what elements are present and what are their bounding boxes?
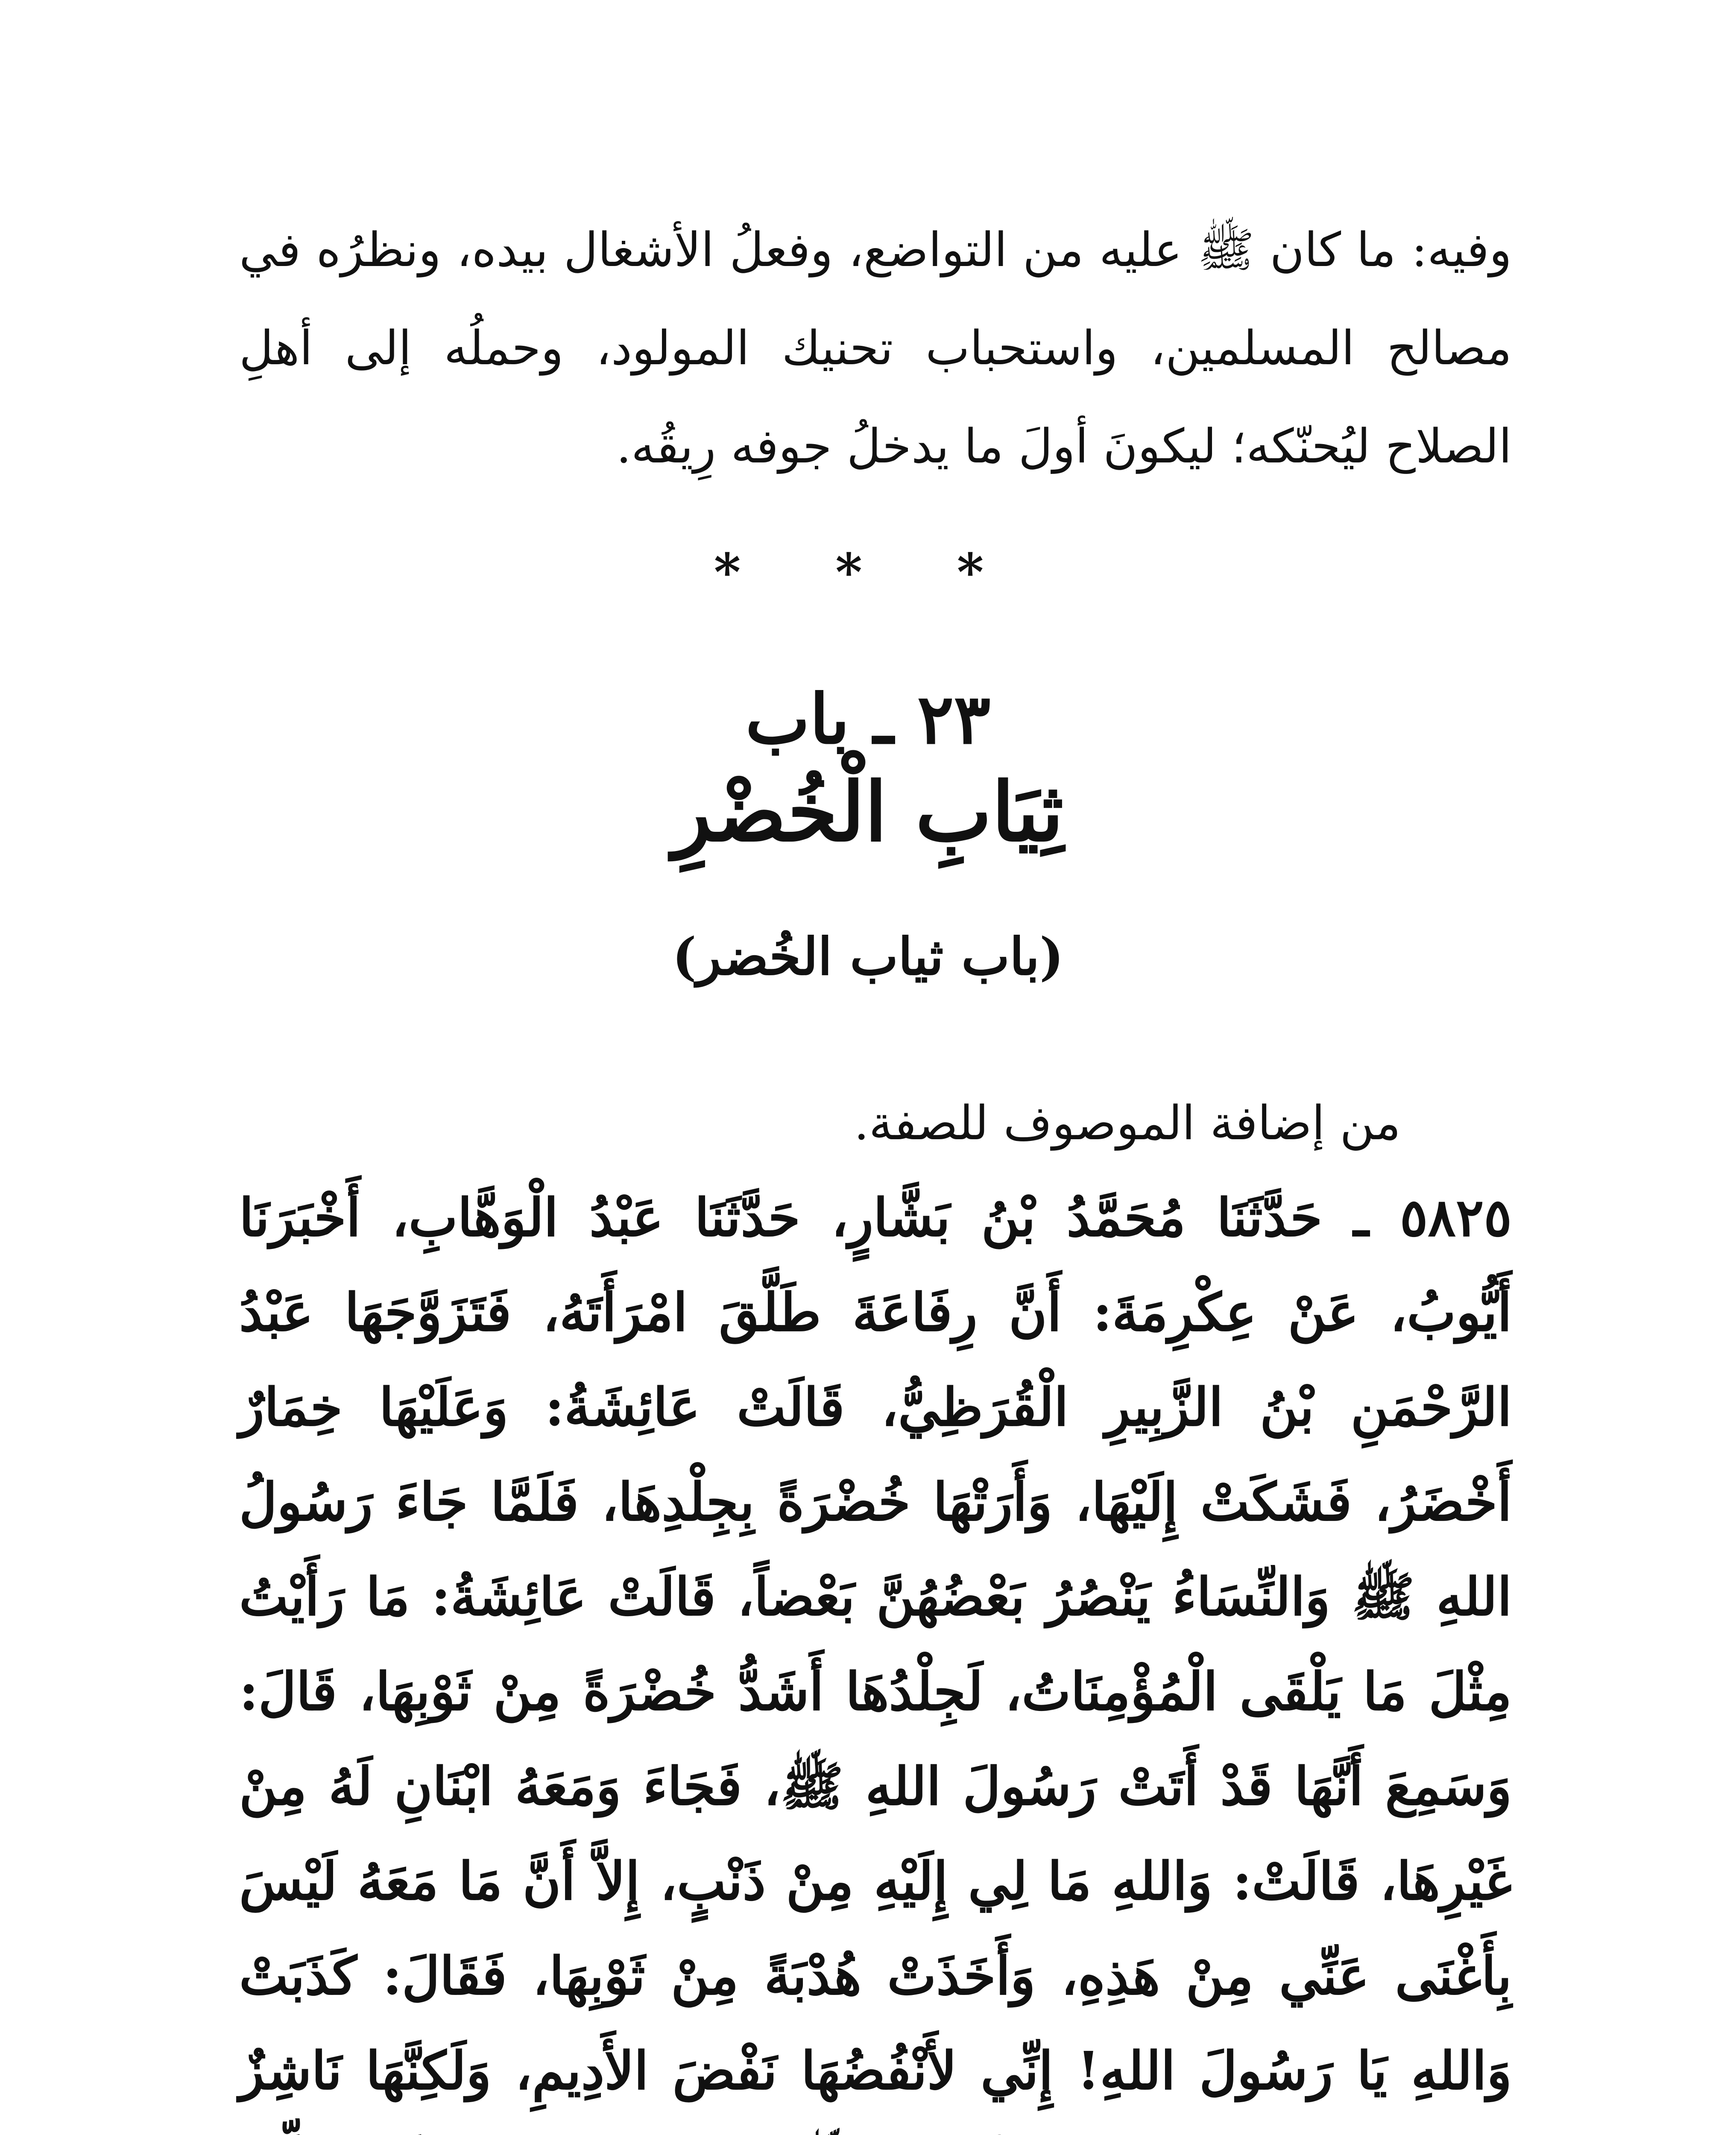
chapter-title: ثِيَابِ الْخُضْرِ xyxy=(672,764,1064,860)
hadith-text: ٥٨٢٥ ـ حَدَّثَنَا مُحَمَّدُ بْنُ بَشَّارٍ، حَدَّثَنَا عَبْدُ الْوَهَّابِ، أَخْبَرَنَا أَيُّوبُ، عَنْ عِكْرِمَةَ: أَنَّ رِفَاعَةَ طَلَّقَ امْرَأَتَهُ، فَتَزَوَّجَهَا عَبْدُ الرَّحْمَنِ بْنُ الزَّبِيرِ الْقُرَظِيُّ، قَالَتْ عَائِشَةُ: وَعَلَيْهَا خِمَارٌ أَخْضَرُ، فَشَكَتْ إِلَيْهَا، وَأَرَتْهَا خُضْرَةً بِجِلْدِهَا، فَلَمَّا جَاءَ رَسُولُ اللهِ ﷺ وَالنِّسَاءُ يَنْصُرُ بَعْضُهُنَّ بَعْضاً، قَالَتْ عَائِشَةُ: مَا رَأَيْتُ مِثْلَ مَا يَلْقَى الْمُؤْمِنَاتُ، لَجِلْدُهَا أَشَدُّ خُضْرَةً مِنْ ثَوْبِهَا، قَالَ: وَسَمِعَ أَنَّهَا قَدْ أَتَتْ رَسُولَ اللهِ ﷺ، فَجَاءَ وَمَعَهُ ابْنَانِ لَهُ مِنْ غَيْرِهَا، قَالَتْ: وَاللهِ مَا لِي إِلَيْهِ مِنْ ذَنْبٍ، إِلاَّ أَنَّ مَا مَعَهُ لَيْسَ بِأَغْنَى عَنِّي مِنْ هَذِهِ، وَأَخَذَتْ هُدْبَةً مِنْ ثَوْبِهَا، فَقَالَ: كَذَبَتْ وَاللهِ يَا رَسُولَ اللهِ! إِنِّي لأَنْفُضُهَا نَفْضَ الأَدِيمِ، وَلَكِنَّهَا نَاشِزٌ xyxy=(239,1187,1512,2101)
explanation-text: من إضافة الموصوف للصفة. xyxy=(854,1096,1401,1150)
section-separator: * * * xyxy=(714,542,1022,602)
chapter-number: ٢٣ ـ باب xyxy=(745,679,991,759)
chapter-subtitle: (باب ثياب الخُضر) xyxy=(672,927,1064,987)
intro-paragraph: وفيه: ما كان ﷺ عليه من التواضع، وفعلُ الأشغال بيده، ونظرُه في مصالح المسلمين، واستحباب تحنيك المولود، وحملُه إلى أهلِ الصلاح ليُحنّكه؛ ليكونَ أولَ ما يدخلُ جوفه رِيقُه. xyxy=(239,222,1512,474)
